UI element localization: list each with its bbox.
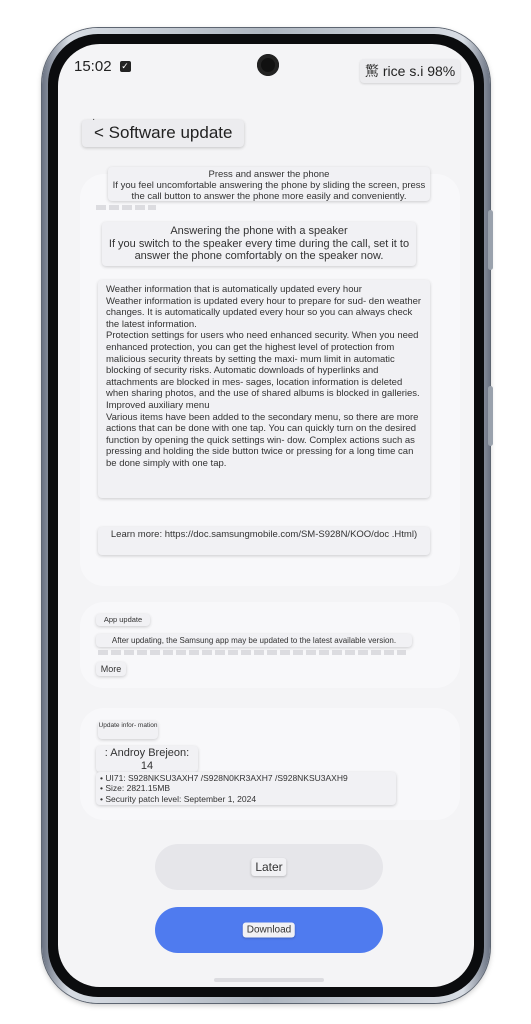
power-button (488, 386, 493, 446)
front-camera (257, 54, 279, 76)
os-version (96, 746, 198, 772)
phone-bezel (48, 34, 484, 997)
learn-more-text: Learn more: https://doc.samsungmobile.com/SM-S928N/KOO/doc .Html) (110, 529, 418, 540)
notification-check-icon: ✓ (121, 61, 129, 71)
update-details (98, 280, 430, 498)
size-line: • Size: 2821.15MB (100, 783, 171, 794)
app-update-body: After updating, the Samsung app may be updated to the latest available version. (96, 634, 412, 647)
speaker-section (102, 222, 416, 266)
os-version-line-1: : Androy Brejeon: (104, 747, 190, 759)
details-line-2: Weather information is updated every hour to prepare for sud- den weather changes. It is automatically updated every hour so you can always check the latest information. (106, 295, 422, 330)
press-answer-title: Press and answer the phone (208, 169, 330, 180)
ghost-text-2 (98, 650, 406, 655)
phone-frame (42, 28, 490, 1003)
home-indicator (214, 978, 324, 982)
back-button[interactable]: < Software update (82, 120, 244, 147)
press-answer-body: If you feel uncomfortable answering the phone by sliding the screen, press the call button to answer the phone more easily and conveniently. (112, 179, 426, 202)
details-line-1: Weather information that is automatically updated every hour (106, 284, 362, 295)
details-line-3: Protection settings for users who need enhanced security. When you need enhanced protection, you can get the highest level of protection from malicious security threats by setting the maxi- mum limit in automatic blocking of security risks. Automatic downloads of hyperlinks and attachments are blocked in mes- sages, location information is deleted when sharing photos, and the use of shared albums is blocked in galleries. (106, 330, 420, 400)
press-answer-section (108, 167, 430, 201)
status-bar-time (74, 58, 131, 75)
later-button[interactable] (155, 844, 383, 890)
ghost-text (96, 205, 156, 210)
update-info-label (98, 721, 158, 739)
download-label: Download (243, 923, 295, 938)
update-info-details (96, 772, 396, 805)
update-info-label-text: Update infor- mation (98, 722, 158, 729)
phone-screen (58, 44, 474, 987)
volume-button (488, 210, 493, 270)
learn-more-link[interactable] (98, 527, 430, 555)
details-line-4: Improved auxiliary menu (106, 399, 210, 411)
speaker-title: Answering the phone with a speaker (170, 225, 348, 237)
security-patch-line: • Security patch level: September 1, 2024 (100, 793, 257, 804)
status-time-text: 15:02 (74, 58, 112, 75)
os-version-line-2: 14 (140, 759, 154, 772)
app-update-label: App update (96, 614, 150, 626)
more-button[interactable]: More (96, 662, 126, 676)
speaker-body: If you switch to the speaker every time during the call, set it to answer the phone comfortably on the speaker now. (108, 237, 410, 263)
status-bar-right: 驚 rice s.i 98% (360, 59, 460, 83)
details-line-5: Various items have been added to the secondary menu, so there are more actions that can be done with one tap. You can quickly turn on the desired function by opening the quick settings win- dow. Complex actions such as pressing and holding the side button twice or pressing for a long time can be done simply with one tap. (106, 411, 419, 469)
download-button[interactable] (155, 907, 383, 953)
ui-version-line: • UI71: S928NKSU3AXH7 /S928N0KR3AXH7 /S928NKSU3AXH9 (100, 773, 348, 783)
later-label: Later (251, 858, 286, 876)
